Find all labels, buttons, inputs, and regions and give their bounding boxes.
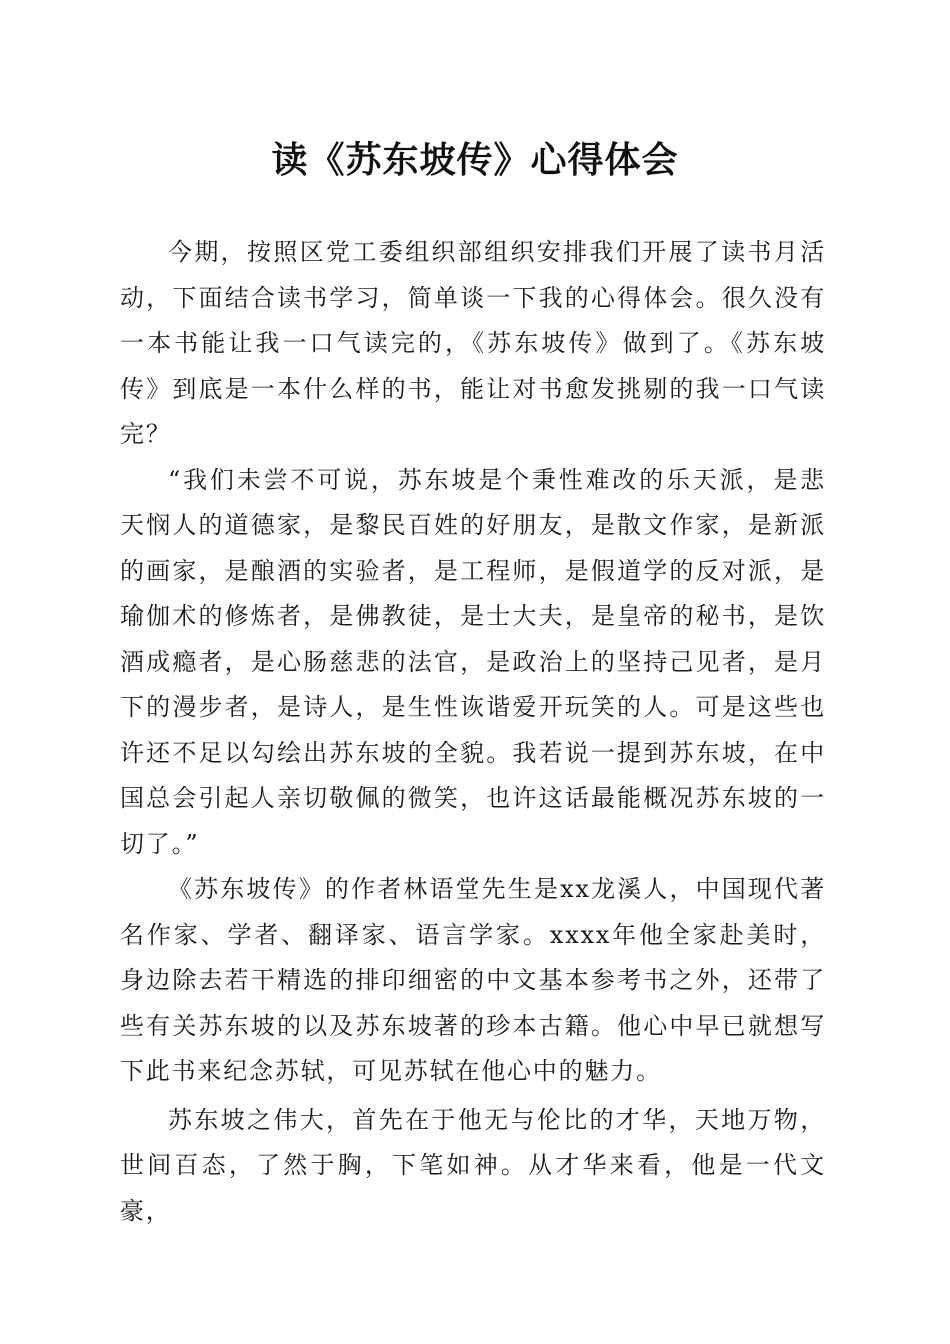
paragraph: “我们未尝不可说，苏东坡是个秉性难改的乐天派，是悲天悯人的道德家，是黎民百姓的好朋友，是散文作家，是新派的画家，是酿酒的实验者，是工程师，是假道学的反对派，是瑜伽术的修炼者，是佛教徒，是士大夫，是皇帝的秘书，是饮酒成瘾者，是心肠慈悲的法官，是政治上的坚持己见者，是月下的漫步者，是诗人，是生性诙谐爱开玩笑的人。可是这些也许还不足以勾绘出苏东坡的全貌。我若说一提到苏东坡，在中国总会引起人亲切敬佩的微笑，也许这话最能概况苏东坡的一切了。” [120,465,826,858]
document-title: 读《苏东坡传》心得体会 [271,139,679,181]
paragraph: 《苏东坡传》的作者林语堂先生是xx龙溪人，中国现代著名作家、学者、翻译家、语言学家。xxxx年他全家赴美时，身边除去若干精选的排印细密的中文基本参考书之外，还带了些有关苏东坡的以及苏东坡著的珍本古籍。他心中早已就想写下此书来纪念苏轼，可见苏轼在他心中的魅力。 [120,875,826,1085]
paragraph: 今期，按照区党工委组织部组织安排我们开展了读书月活动，下面结合读书学习，简单谈一下我的心得体会。很久没有一本书能让我一口气读完的，《苏东坡传》做到了。《苏东坡传》到底是一本什么样的书，能让对书愈发挑剔的我一口气读完？ [120,238,826,448]
document-body [120,230,826,1234]
paragraph: 苏东坡之伟大，首先在于他无与伦比的才华，天地万物，世间百态，了然于胸，下笔如神。从才华来看，他是一代文豪， [120,1105,826,1225]
